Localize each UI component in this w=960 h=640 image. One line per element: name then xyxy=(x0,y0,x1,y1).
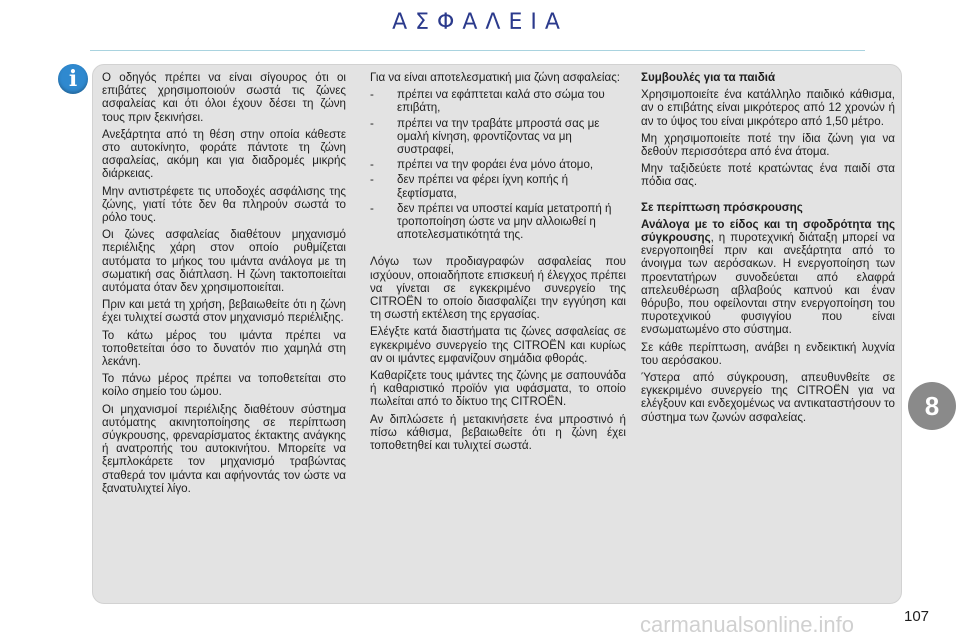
column-middle xyxy=(370,71,626,452)
watermark: carmanualsonline.info xyxy=(640,612,855,637)
paragraph: Αν διπλώσετε ή μετακινήσετε ένα μπροστινό ή πίσω κάθισμα, βεβαιωθείτε ότι η ζώνη έχει τοποθετηθεί και τυλιχτεί σωστά. xyxy=(370,412,626,453)
paragraph: Το κάτω μέρος του ιμάντα πρέπει να τοποθετείται όσο το δυνατόν πιο χαμηλά στη λεκάνη. xyxy=(102,328,346,369)
paragraph: Οι μηχανισμοί περιέλιξης διαθέτουν σύστημα αυτόματης ακινητοποίησης σε περίπτωση σύγκρουσης, φρεναρίσματος έκτακτης ανάγκης ή ανατροπής του αυτοκινήτου. Μπορείτε να ξεμπλοκάρετε τον μηχανισμό τραβώντας σταθερά τον ιμάντα και αφήνοντάς τον ώστε να ξανατυλιχτεί λίγο. xyxy=(102,402,346,495)
page-number: 107 xyxy=(904,608,930,625)
list-item: - δεν πρέπει να υποστεί καμία μετατροπή ή τροποποίηση ώστε να μην αλλοιωθεί η αποτελεσματικότητά της. xyxy=(370,202,626,242)
paragraph: Οι ζώνες ασφαλείας διαθέτουν μηχανισμό περιέλιξης χάρη στον οποίο ρυθμίζεται αυτόματα το μήκος του ιμάντα ανάλογα με τη σωματική σας διάπλαση. Η ζώνη τακτοποιείται αυτόματα όταν δεν χρησιμοποιείται. xyxy=(102,228,346,295)
paragraph: Μην αντιστρέφετε τις υποδοχές ασφάλισης της ζώνης, γιατί τότε δεν θα πληρούν σωστά το ρόλο τους. xyxy=(102,184,346,225)
list-item: - πρέπει να την τραβάτε μπροστά σας με ομαλή κίνηση, φροντίζοντας να μη συστραφεί, xyxy=(370,117,626,157)
info-icon: i xyxy=(58,64,88,94)
list-item: - πρέπει να την φοράει ένα μόνο άτομο, xyxy=(370,158,626,171)
paragraph xyxy=(641,218,895,337)
paragraph-text: , η πυροτεχνική διάταξη μπορεί να ενεργοποιηθεί πριν και ανεξάρτητα από το άνοιγμα των αερόσακων. Η ενεργοποίηση των προεντατήρων συνοδεύεται από ελαφρά απελευθέρωση αβλαβούς καπνού και έναν θόρυβο, που οφείλονται στην ενεργοποίηση του πυροτεχνικού φυσιγγίου που είναι ενσωματωμένο στο σύστημα. xyxy=(641,231,895,337)
paragraph: Πριν και μετά τη χρήση, βεβαιωθείτε ότι η ζώνη έχει τυλιχτεί σωστά στον μηχανισμό περιέλιξης. xyxy=(102,298,346,325)
paragraph: Ελέγξτε κατά διαστήματα τις ζώνες ασφαλείας σε εγκεκριμένο συνεργείο της CITROËN και κυρίως αν οι ιμάντες εμφανίζουν σημάδια φθοράς. xyxy=(370,325,626,365)
section-heading: Σε περίπτωση πρόσκρουσης xyxy=(641,200,803,214)
emphasis-text: Ανάλογα με το είδος και τη σφοδρότητα της σύγκρουσης xyxy=(641,217,895,245)
requirements-list xyxy=(370,88,626,241)
paragraph: Το πάνω μέρος πρέπει να τοποθετείται στο κοίλο σημείο του ώμου. xyxy=(102,372,346,399)
paragraph: Σε κάθε περίπτωση, ανάβει η ενδεικτική λυχνία του αερόσακου. xyxy=(641,340,895,367)
list-item: - πρέπει να εφάπτεται καλά στο σώμα του επιβάτη, xyxy=(370,88,626,114)
paragraph: Καθαρίζετε τους ιμάντες της ζώνης με σαπουνάδα ή καθαριστικό προϊόν για υφάσματα, το οποίο πωλείται από το δίκτυο της CITROËN. xyxy=(370,369,626,409)
column-left xyxy=(102,71,346,495)
paragraph: Για να είναι αποτελεσματική μια ζώνη ασφαλείας: xyxy=(370,71,621,84)
paragraph: Ο οδηγός πρέπει να είναι σίγουρος ότι οι επιβάτες χρησιμοποιούν σωστά τις ζώνες ασφαλείας και ότι όλοι έχουν δέσει τη ζώνη τους πριν ξεκινήσει. xyxy=(102,71,346,124)
paragraph: Λόγω των προδιαγραφών ασφαλείας που ισχύουν, οποιαδήποτε επισκευή ή έλεγχος πρέπει να γίνεται σε εγκεκριμένο συνεργείο της CITROËN το οποίο διασφαλίζει την εγγύηση και τη σωστή εκτέλεση της εργασίας. xyxy=(370,255,626,322)
list-item: - δεν πρέπει να φέρει ίχνη κοπής ή ξεφτίσματα, xyxy=(370,173,626,199)
title-divider xyxy=(90,50,865,51)
paragraph: Χρησιμοποιείτε ένα κατάλληλο παιδικό κάθισμα, αν ο επιβάτης είναι μικρότερος από 12 χρονών ή αν το ύψος του είναι μικρότερο από 1,50 μέτρο. xyxy=(641,88,895,128)
column-right xyxy=(641,71,895,424)
section-heading: Συμβουλές για τα παιδιά xyxy=(641,71,776,84)
page-title: ΑΣΦΑΛΕΙΑ xyxy=(392,10,568,35)
paragraph: Μην ταξιδεύετε ποτέ κρατώντας ένα παιδί στα πόδια σας. xyxy=(641,162,895,189)
chapter-number-badge: 8 xyxy=(908,382,956,430)
paragraph: Ύστερα από σύγκρουση, απευθυνθείτε σε εγκεκριμένο συνεργείο της CITROËN για να ελέγξουν και ενδεχομένως να αντικαταστήσουν το σύστημα των ζωνών ασφαλείας. xyxy=(641,371,895,424)
paragraph: Ανεξάρτητα από τη θέση στην οποία κάθεστε στο αυτοκίνητο, φοράτε πάντοτε τη ζώνη ασφαλείας, ακόμη και για διαδρομές μικρής διάρκειας. xyxy=(102,127,346,181)
paragraph: Μη χρησιμοποιείτε ποτέ την ίδια ζώνη για να δεθούν περισσότερα από ένα άτομα. xyxy=(641,131,895,159)
